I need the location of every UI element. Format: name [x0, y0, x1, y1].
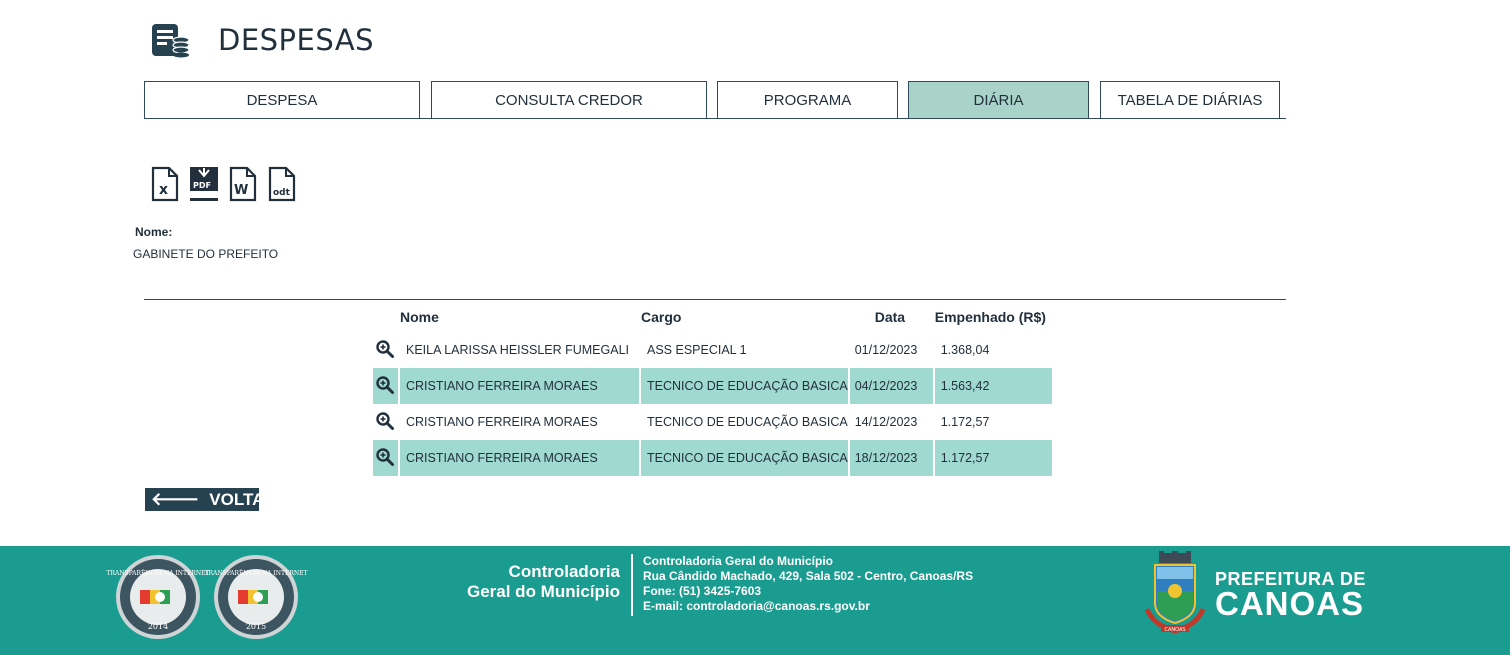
cell-empenhado: 1.172,57: [940, 415, 990, 429]
export-toolbar: [150, 165, 297, 203]
odt-file-icon[interactable]: [267, 165, 297, 203]
back-button-label: VOLTAR: [209, 489, 277, 509]
prefeitura-line2: CANOAS: [1215, 585, 1365, 622]
view-details-button[interactable]: [373, 404, 398, 440]
cell-data: 18/12/2023: [850, 440, 933, 476]
crest-text: CANOAS: [1164, 627, 1186, 633]
contact-address: Rua Cândido Machado, 429, Sala 502 - Centro, Canoas/RS: [643, 569, 974, 583]
cell-nome: CRISTIANO FERREIRA MORAES: [406, 415, 598, 429]
header-data: Data: [874, 309, 906, 325]
cell-cargo: TECNICO DE EDUCAÇÃO BASICA: [641, 368, 848, 404]
organ-value: GABINETE DO PREFEITO: [133, 247, 279, 261]
view-details-button[interactable]: [373, 368, 398, 404]
page-title: DESPESAS: [218, 23, 375, 57]
cell-cargo: TECNICO DE EDUCAÇÃO BASICA: [641, 440, 848, 476]
page-header: [150, 22, 374, 58]
seal-ring-text: TRANSPARÊNCIA NA INTERNET: [204, 570, 308, 577]
contact-phone: Fone: (51) 3425-7603: [643, 584, 762, 598]
cell-nome: KEILA LARISSA HEISSLER FUMEGALI: [406, 343, 630, 357]
header-cargo: Cargo: [641, 309, 682, 325]
controladoria-line1: Controladoria: [508, 562, 620, 581]
tab-diaria[interactable]: DIÁRIA: [908, 81, 1089, 118]
cell-cargo: TECNICO DE EDUCAÇÃO BASICA: [647, 415, 848, 429]
prefeitura-line1: PREFEITURA DE: [1215, 569, 1366, 589]
cell-empenhado: 1.172,57: [935, 440, 1052, 476]
cell-data: 04/12/2023: [850, 368, 933, 404]
table-row: [373, 404, 1052, 440]
contact-email[interactable]: E-mail: controladoria@canoas.rs.gov.br: [643, 599, 870, 613]
svg-text:x: x: [159, 182, 169, 198]
table-row: [373, 332, 1052, 368]
contact-info: [643, 554, 973, 614]
seal-year: 2015: [245, 622, 267, 631]
seal-year: 2014: [147, 622, 169, 631]
tab-programa[interactable]: PROGRAMA: [717, 81, 898, 118]
controladoria-line2: Geral do Município: [466, 582, 620, 601]
transparency-seal-2014: [106, 554, 210, 640]
footer-divider: [631, 554, 633, 616]
magnifier-icon: [375, 339, 395, 359]
contact-org: Controladoria Geral do Município: [643, 554, 834, 568]
header-spacer: [373, 302, 398, 332]
table-header-row: [373, 302, 1052, 332]
cell-cargo: ASS ESPECIAL 1: [647, 343, 747, 357]
tab-bar: [144, 81, 1286, 119]
excel-file-icon[interactable]: [150, 165, 180, 203]
header-empenhado: Empenhado (R$): [934, 309, 1046, 325]
tab-consulta-credor[interactable]: CONSULTA CREDOR: [431, 81, 707, 118]
cell-empenhado: 1.368,04: [940, 343, 990, 357]
pdf-label: PDF: [193, 181, 211, 190]
magnifier-icon: [375, 447, 395, 467]
view-details-button[interactable]: [373, 332, 398, 368]
svg-text:W: W: [234, 183, 249, 198]
cell-data: 01/12/2023: [854, 343, 918, 357]
odt-label: odt: [273, 188, 290, 198]
daily-allowance-table: [371, 302, 1054, 476]
organ-label: Nome:: [135, 225, 173, 239]
pdf-download-icon[interactable]: [189, 165, 219, 203]
magnifier-icon: [375, 375, 395, 395]
finance-coins-icon: [150, 22, 190, 58]
divider: [144, 299, 1286, 300]
canoas-crest-icon: [1145, 551, 1205, 635]
transparency-seal-2015: [204, 554, 308, 640]
header-nome: Nome: [400, 309, 439, 325]
tab-despesa[interactable]: DESPESA: [144, 81, 420, 118]
magnifier-icon: [375, 411, 395, 431]
controladoria-title: [467, 562, 620, 602]
cell-nome: CRISTIANO FERREIRA MORAES: [400, 440, 639, 476]
cell-nome: CRISTIANO FERREIRA MORAES: [400, 368, 639, 404]
tab-tabela-de-diarias[interactable]: TABELA DE DIÁRIAS: [1100, 81, 1280, 118]
word-file-icon[interactable]: [228, 165, 258, 203]
back-button[interactable]: [145, 488, 277, 511]
table-row: [373, 440, 1052, 476]
arrow-left-icon: 🡐: [151, 489, 200, 509]
footer: [0, 546, 1510, 655]
prefeitura-logo: [1215, 570, 1366, 620]
cell-empenhado: 1.563,42: [935, 368, 1052, 404]
table-row: [373, 368, 1052, 404]
seal-ring-text: TRANSPARÊNCIA NA INTERNET: [106, 570, 210, 577]
cell-data: 14/12/2023: [854, 415, 918, 429]
view-details-button[interactable]: [373, 440, 398, 476]
